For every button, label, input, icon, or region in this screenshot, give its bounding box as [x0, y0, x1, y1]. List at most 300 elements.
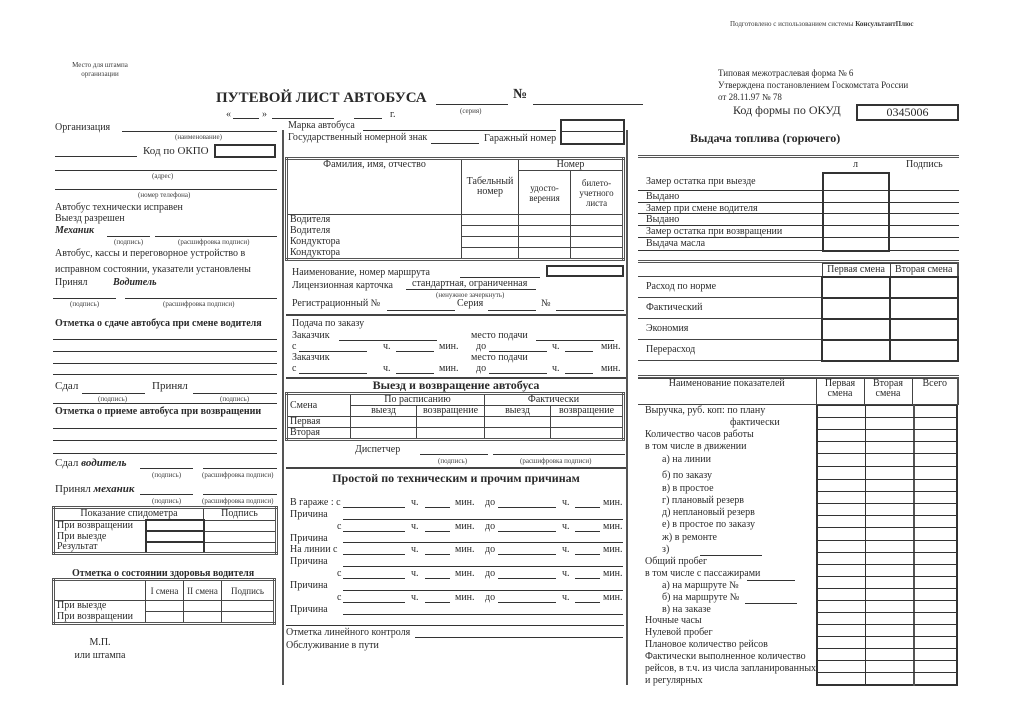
phone-field[interactable]	[55, 189, 277, 190]
indicator-row-label: в том числе в движении	[645, 441, 747, 452]
reason-field[interactable]	[343, 590, 623, 591]
indicator-row-label: в) на заказе	[662, 604, 711, 615]
from-label: с	[337, 568, 342, 579]
return-line-3[interactable]	[53, 453, 277, 454]
garage-no-box[interactable]	[560, 119, 625, 145]
reg-no-field[interactable]	[387, 310, 455, 311]
mp-label-2: или штампа	[74, 650, 126, 661]
reason-label: Причина	[290, 509, 328, 520]
downtime-to-min[interactable]	[575, 602, 600, 603]
indicator-row-label: Ночные часы	[645, 615, 702, 626]
no-label: №	[541, 298, 551, 309]
reason-label: Причина	[290, 604, 328, 615]
fuel-row-label: Замер остатка при выезде	[646, 176, 756, 187]
line-control-field[interactable]	[415, 637, 623, 638]
page-title: ПУТЕВОЙ ЛИСТ АВТОБУСА	[216, 90, 427, 106]
min-label: мин.	[455, 497, 475, 508]
min-label: мин.	[603, 568, 623, 579]
hour-label: ч.	[562, 592, 570, 603]
crew-number-header: Номер	[519, 159, 624, 171]
crew-cell[interactable]	[519, 248, 571, 260]
signature-hint: (подпись)	[152, 497, 182, 505]
date-open-quote: «	[226, 109, 231, 120]
tech-ok-text: Автобус технически исправен	[55, 202, 183, 213]
hour-label: ч.	[411, 497, 419, 508]
crew-cert-header: удосто-верения	[519, 171, 571, 215]
health-cell[interactable]	[184, 601, 222, 612]
indicators-col-divider	[865, 405, 866, 686]
downtime-from-min[interactable]	[425, 554, 450, 555]
to-label: до	[485, 568, 496, 579]
consumption-cell[interactable]	[890, 319, 958, 340]
reason-field[interactable]	[343, 519, 623, 520]
date-year-field[interactable]	[354, 118, 382, 119]
indicator-cell-line[interactable]	[817, 417, 957, 418]
in-garage-label: В гараже : с	[290, 497, 341, 508]
prepared-note-text: Подготовлено с использованием системы	[730, 20, 854, 28]
stamp-place-line1: Место для штампа	[72, 61, 128, 69]
speedo-result-cell[interactable]	[146, 542, 204, 554]
reason-field[interactable]	[343, 566, 623, 567]
speedo-exit-cell[interactable]	[146, 531, 204, 542]
order-title: Подача по заказу	[292, 318, 365, 329]
handed-label: Сдал	[55, 380, 79, 392]
reason-label: Причина	[290, 556, 328, 567]
name-hint: (наименование)	[175, 133, 222, 141]
hour-label: ч.	[411, 544, 419, 555]
min-label: мин.	[455, 568, 475, 579]
handover-line-1[interactable]	[53, 339, 277, 340]
indicator-cell-line[interactable]	[817, 429, 957, 430]
min-label: мин.	[455, 521, 475, 532]
mechanic-role: механик	[93, 483, 135, 495]
accepted-label-2: Принял	[152, 380, 188, 392]
indicator-cell-line[interactable]	[817, 527, 957, 528]
indicator-row-label: г) плановый резерв	[662, 495, 745, 506]
to-min-field[interactable]	[565, 373, 593, 374]
crew-cell[interactable]	[519, 226, 571, 237]
indicators-shift2-header: Вторая смена	[864, 379, 912, 405]
indicator-row-label: Количество часов работы	[645, 429, 754, 440]
health-title: Отметка о состоянии здоровья водителя	[72, 568, 255, 579]
dispatcher-signature-field[interactable]	[420, 454, 488, 455]
driver-label: Водитель	[113, 277, 157, 288]
strike-hint: (ненужное зачеркнуть)	[436, 291, 505, 299]
driver-decode-field[interactable]	[125, 298, 277, 299]
hour-label: ч.	[562, 568, 570, 579]
divider	[286, 314, 626, 316]
hour-label: ч.	[383, 341, 391, 352]
crew-cell[interactable]	[519, 237, 571, 248]
crew-ticket-header: билето-учетного листа	[571, 171, 624, 215]
consumption-row-label: Фактический	[638, 298, 822, 319]
crew-table	[285, 157, 625, 261]
decode-hint: (расшифровка подписи)	[178, 238, 250, 246]
sched-back-header: возвращение	[417, 406, 485, 417]
shift-cell[interactable]	[485, 428, 551, 440]
indicator-cell-line[interactable]	[817, 624, 957, 625]
signature-hint: (подпись)	[438, 457, 468, 465]
indicator-cell-line[interactable]	[817, 660, 957, 661]
fuel-top-rule	[638, 155, 959, 158]
shift-cell[interactable]	[351, 428, 417, 440]
from-min-field[interactable]	[396, 351, 434, 352]
indicators-grid	[816, 405, 958, 686]
prepared-brand: КонсультантПлюс	[855, 20, 914, 28]
downtime-from-hour[interactable]	[343, 578, 405, 579]
from-min-field[interactable]	[396, 373, 434, 374]
shift-cell[interactable]	[551, 428, 624, 440]
consumption-shift1-header: Первая смена	[822, 264, 890, 277]
shift-cell[interactable]	[351, 417, 417, 428]
address-hint: (адрес)	[152, 172, 174, 180]
indicator-cell-line[interactable]	[817, 540, 957, 541]
health-sign-header: Подпись	[222, 580, 275, 601]
okpo-box[interactable]	[214, 144, 276, 158]
license-card-underline	[406, 289, 536, 290]
min-label: мин.	[603, 544, 623, 555]
health-cell[interactable]	[184, 612, 222, 624]
okud-label: Код формы по ОКУД	[733, 103, 841, 117]
stamp-place-line2: организации	[81, 70, 119, 78]
hour-label: ч.	[562, 521, 570, 532]
crew-cell[interactable]	[462, 248, 519, 260]
signature-hint: (подпись)	[114, 238, 144, 246]
crew-row-label: Водителя	[287, 215, 462, 226]
downtime-from-hour[interactable]	[343, 531, 405, 532]
garage-no-label: Гаражный номер	[484, 133, 557, 144]
route-number-box[interactable]	[546, 265, 624, 277]
date-day-field[interactable]	[233, 118, 259, 119]
fuel-title: Выдача топлива (горючего)	[690, 131, 841, 145]
schedule-header: По расписанию	[351, 394, 485, 406]
driver-signature-field[interactable]	[53, 298, 116, 299]
consumption-cell[interactable]	[822, 319, 890, 340]
min-label: мин.	[439, 341, 459, 352]
health-row-label: При возвращении	[54, 612, 146, 624]
crew-cell[interactable]	[462, 226, 519, 237]
fuel-row-line	[638, 250, 959, 251]
speedo-row-label: При возвращении	[54, 520, 146, 531]
phone-hint: (номер телефона)	[138, 191, 191, 199]
date-month-field[interactable]	[272, 118, 334, 119]
form-info-1: Типовая межотраслевая форма № 6	[718, 68, 854, 78]
min-label: мин.	[601, 341, 621, 352]
consumption-row-label: Экономия	[638, 319, 822, 340]
health-cell[interactable]	[146, 601, 184, 612]
downtime-to-hour[interactable]	[498, 531, 556, 532]
license-card-label: Лицензионная карточка	[292, 280, 393, 291]
handed-text: Сдал	[55, 457, 79, 469]
mech-return-decode-field[interactable]	[203, 494, 277, 495]
indicator-cell-line[interactable]	[817, 588, 957, 589]
indicator-cell-line[interactable]	[817, 564, 957, 565]
indicator-row-label: в том числе с пассажирами	[645, 568, 761, 579]
fuel-row-label: Замер при смене водителя	[646, 203, 758, 214]
actual-out-header: выезд	[485, 406, 551, 417]
handover-line-4[interactable]	[53, 374, 277, 375]
bus-brand-label: Марка автобуса	[288, 120, 355, 131]
hour-label: ч.	[552, 341, 560, 352]
on-line-label: На линии с	[290, 544, 338, 555]
consumption-cell[interactable]	[822, 340, 890, 361]
signature-hint: (подпись)	[70, 300, 100, 308]
crew-cell[interactable]	[571, 248, 624, 260]
downtime-from-min[interactable]	[425, 531, 450, 532]
shift-cell[interactable]	[417, 428, 485, 440]
from-label: с	[292, 363, 297, 374]
to-label: до	[485, 592, 496, 603]
indicator-row-label: а) на маршруте №	[662, 580, 739, 591]
hour-label: ч.	[411, 521, 419, 532]
consumption-cell[interactable]	[890, 298, 958, 319]
health-cell[interactable]	[146, 612, 184, 624]
health-cell[interactable]	[222, 612, 275, 624]
downtime-from-min[interactable]	[425, 578, 450, 579]
form-info-3: от 28.11.97 № 78	[718, 92, 782, 102]
bus-ok-text-1: Автобус, кассы и переговорное устройство в	[55, 248, 246, 259]
accepted-label: Принял	[55, 277, 88, 288]
indicator-row-label: фактически	[730, 417, 780, 428]
downtime-from-hour[interactable]	[343, 507, 405, 508]
number-sign: №	[513, 87, 528, 102]
crew-cell[interactable]	[571, 226, 624, 237]
indicator-cell-line[interactable]	[817, 636, 957, 637]
customer-label: Заказчик	[292, 330, 330, 341]
crew-row-label: Кондуктора	[287, 248, 462, 260]
series-label: Серия	[457, 298, 484, 309]
min-label: мин.	[603, 521, 623, 532]
organization-field-2[interactable]	[55, 156, 137, 157]
speedo-header: Показание спидометра	[54, 508, 204, 521]
fuel-row-label: Замер остатка при возвращении	[646, 226, 783, 237]
indicator-row-label: а) на линии	[662, 454, 711, 465]
indicator-text-field[interactable]	[700, 555, 762, 556]
return-line-1[interactable]	[53, 428, 277, 429]
indicator-cell-line[interactable]	[817, 648, 957, 649]
from-label: с	[337, 592, 342, 603]
to-hour-field[interactable]	[489, 373, 547, 374]
bus-brand-field[interactable]	[363, 130, 556, 131]
indicator-cell-line[interactable]	[817, 576, 957, 577]
to-min-field[interactable]	[565, 351, 593, 352]
from-label: с	[292, 341, 297, 352]
mechanic-decode-field[interactable]	[155, 236, 277, 237]
indicator-row-label: Фактически выполненное количество	[645, 651, 806, 662]
indicator-row-label: Выручка, руб. коп: по плану	[645, 405, 766, 416]
organization-label: Организация	[55, 122, 111, 133]
indicator-row-label: б) на маршруте №	[662, 592, 740, 603]
decode-hint: (расшифровка подписи)	[202, 497, 274, 505]
consumption-cell[interactable]	[822, 277, 890, 298]
shift-cell[interactable]	[485, 417, 551, 428]
downtime-from-hour[interactable]	[343, 554, 405, 555]
indicators-name-header: Наименование показателей	[638, 379, 816, 405]
mechanic-label: Механик	[55, 225, 95, 236]
reason-field[interactable]	[343, 614, 623, 615]
crew-cell[interactable]	[462, 215, 519, 226]
consumption-row-label: Расход по норме	[638, 277, 822, 298]
crew-cell[interactable]	[571, 237, 624, 248]
downtime-to-min[interactable]	[575, 507, 600, 508]
driver-return-decode-field[interactable]	[203, 468, 277, 469]
mechanic-signature-field[interactable]	[107, 236, 150, 237]
shift-table	[285, 392, 625, 441]
sched-out-header: выезд	[351, 406, 417, 417]
line-control-label: Отметка линейного контроля	[286, 627, 411, 638]
column-divider-left	[282, 130, 284, 685]
number-field[interactable]	[533, 104, 643, 105]
crew-cell[interactable]	[462, 237, 519, 248]
speedo-result-sign[interactable]	[204, 542, 277, 554]
indicator-cell-line[interactable]	[817, 479, 957, 480]
plate-field[interactable]	[431, 143, 479, 144]
hour-label: ч.	[552, 363, 560, 374]
indicator-cell-line[interactable]	[817, 552, 957, 553]
license-card-value[interactable]: стандартная, ограниченная	[412, 278, 528, 289]
handover-line-2[interactable]	[53, 351, 277, 352]
speedometer-table	[52, 506, 278, 555]
return-line-2[interactable]	[53, 440, 277, 441]
shift-header: Смена	[287, 394, 351, 417]
reason-label: Причина	[290, 580, 328, 591]
crew-tab-header: Табельный номер	[462, 159, 519, 215]
route-name-label: Наименование, номер маршрута	[292, 267, 430, 278]
min-label: мин.	[603, 497, 623, 508]
indicators-table	[638, 378, 959, 405]
fuel-row-label: Выдано	[646, 191, 680, 202]
dispatcher-label: Диспетчер	[355, 444, 401, 455]
downtime-to-min[interactable]	[575, 531, 600, 532]
speedo-return-sign[interactable]	[204, 520, 277, 531]
form-info-2: Утверждена постановлением Госкомстата России	[718, 80, 909, 90]
indicator-cell-line[interactable]	[817, 453, 957, 454]
downtime-to-hour[interactable]	[498, 554, 556, 555]
reason-label: Причина	[290, 533, 328, 544]
indicator-text-field[interactable]	[747, 580, 795, 581]
fuel-row-label: Выдано	[646, 214, 680, 225]
accepted-text: Принял	[55, 483, 91, 495]
downtime-to-min[interactable]	[575, 578, 600, 579]
driver-return-signature-field[interactable]	[140, 468, 193, 469]
downtime-to-hour[interactable]	[498, 507, 556, 508]
reason-field[interactable]	[343, 542, 623, 543]
downtime-to-min[interactable]	[575, 554, 600, 555]
exit-allowed-text: Выезд разрешен	[55, 213, 125, 224]
speedo-row-label: При выезде	[54, 531, 146, 542]
from-hour-field[interactable]	[299, 373, 367, 374]
divider	[286, 625, 624, 626]
actual-header: Фактически	[485, 394, 624, 406]
signature-hint: (подпись)	[152, 471, 182, 479]
number-field-2[interactable]	[556, 310, 624, 311]
signature-hint: (подпись)	[98, 395, 128, 403]
to-label: до	[476, 363, 487, 374]
fuel-liters-header: л	[853, 159, 858, 170]
shift-row-label: Первая	[287, 417, 351, 428]
indicator-row-label: рейсов, в т.ч. из числа запланированных	[645, 663, 817, 674]
departure-title: Выезд и возвращение автобуса	[372, 378, 540, 392]
consumption-blank	[638, 264, 822, 277]
indicator-row-label: е) в простое по заказу	[662, 519, 755, 530]
okpo-label: Код по ОКПО	[143, 145, 209, 157]
indicator-cell-line[interactable]	[817, 491, 957, 492]
consumption-cell[interactable]	[822, 298, 890, 319]
indicator-row-label: и регулярных	[645, 675, 703, 686]
series-field-2[interactable]	[488, 310, 536, 311]
health-cell[interactable]	[222, 601, 275, 612]
downtime-title: Простой по техническим и прочим причинам	[332, 471, 580, 485]
health-shift1-header: I смена	[146, 580, 184, 601]
prepared-note	[730, 20, 913, 28]
crew-row-label: Водителя	[287, 226, 462, 237]
consumption-cell[interactable]	[890, 277, 958, 298]
health-row-label: При выезде	[54, 601, 146, 612]
downtime-from-hour[interactable]	[343, 602, 405, 603]
return-title: Отметка о приеме автобуса при возвращении	[55, 406, 262, 417]
downtime-from-min[interactable]	[425, 602, 450, 603]
crew-cell[interactable]	[519, 215, 571, 226]
fuel-liters-column[interactable]	[822, 172, 890, 252]
consumption-row-label: Перерасход	[638, 340, 822, 361]
mech-return-signature-field[interactable]	[140, 494, 193, 495]
accepted-signature-field[interactable]	[193, 393, 277, 394]
okud-code-box: 0345006	[856, 104, 959, 121]
indicator-cell-line[interactable]	[817, 503, 957, 504]
indicator-row-label: б) по заказу	[662, 470, 713, 481]
indicator-cell-line[interactable]	[817, 515, 957, 516]
handed-signature-field[interactable]	[82, 393, 145, 394]
actual-back-header: возвращение	[551, 406, 624, 417]
fuel-row-line	[638, 190, 959, 191]
place-label: место подачи	[471, 330, 528, 341]
downtime-to-hour[interactable]	[498, 602, 556, 603]
shift-cell[interactable]	[417, 417, 485, 428]
driver-role: водитель	[81, 457, 127, 469]
hour-label: ч.	[411, 568, 419, 579]
series-field[interactable]	[436, 104, 508, 105]
crew-row-label: Кондуктора	[287, 237, 462, 248]
downtime-to-hour[interactable]	[498, 578, 556, 579]
consumption-cell[interactable]	[890, 340, 958, 361]
speedo-exit-sign[interactable]	[204, 531, 277, 542]
accepted-mech-label	[55, 484, 134, 495]
shift-row-label: Вторая	[287, 428, 351, 440]
crew-cell[interactable]	[571, 215, 624, 226]
address-field[interactable]	[55, 170, 277, 171]
indicator-cell-line[interactable]	[817, 466, 957, 467]
indicators-total-header: Всего	[912, 379, 958, 405]
divider	[53, 403, 277, 404]
speedo-return-cell[interactable]	[146, 520, 204, 531]
organization-field[interactable]	[122, 131, 277, 132]
indicator-cell-line[interactable]	[817, 441, 957, 442]
year-suffix: г.	[390, 109, 396, 120]
indicator-cell-line[interactable]	[817, 612, 957, 613]
hour-label: ч.	[383, 363, 391, 374]
indicator-text-field[interactable]	[745, 603, 797, 604]
hour-label: ч.	[562, 497, 570, 508]
min-label: мин.	[455, 592, 475, 603]
indicator-cell-line[interactable]	[817, 672, 957, 673]
downtime-from-min[interactable]	[425, 507, 450, 508]
shift-cell[interactable]	[551, 417, 624, 428]
dispatcher-decode-field[interactable]	[493, 454, 625, 455]
handover-line-3[interactable]	[53, 363, 277, 364]
indicator-row-label: Плановое количество рейсов	[645, 639, 768, 650]
indicator-cell-line[interactable]	[817, 600, 957, 601]
garage-box-divider	[560, 131, 624, 132]
